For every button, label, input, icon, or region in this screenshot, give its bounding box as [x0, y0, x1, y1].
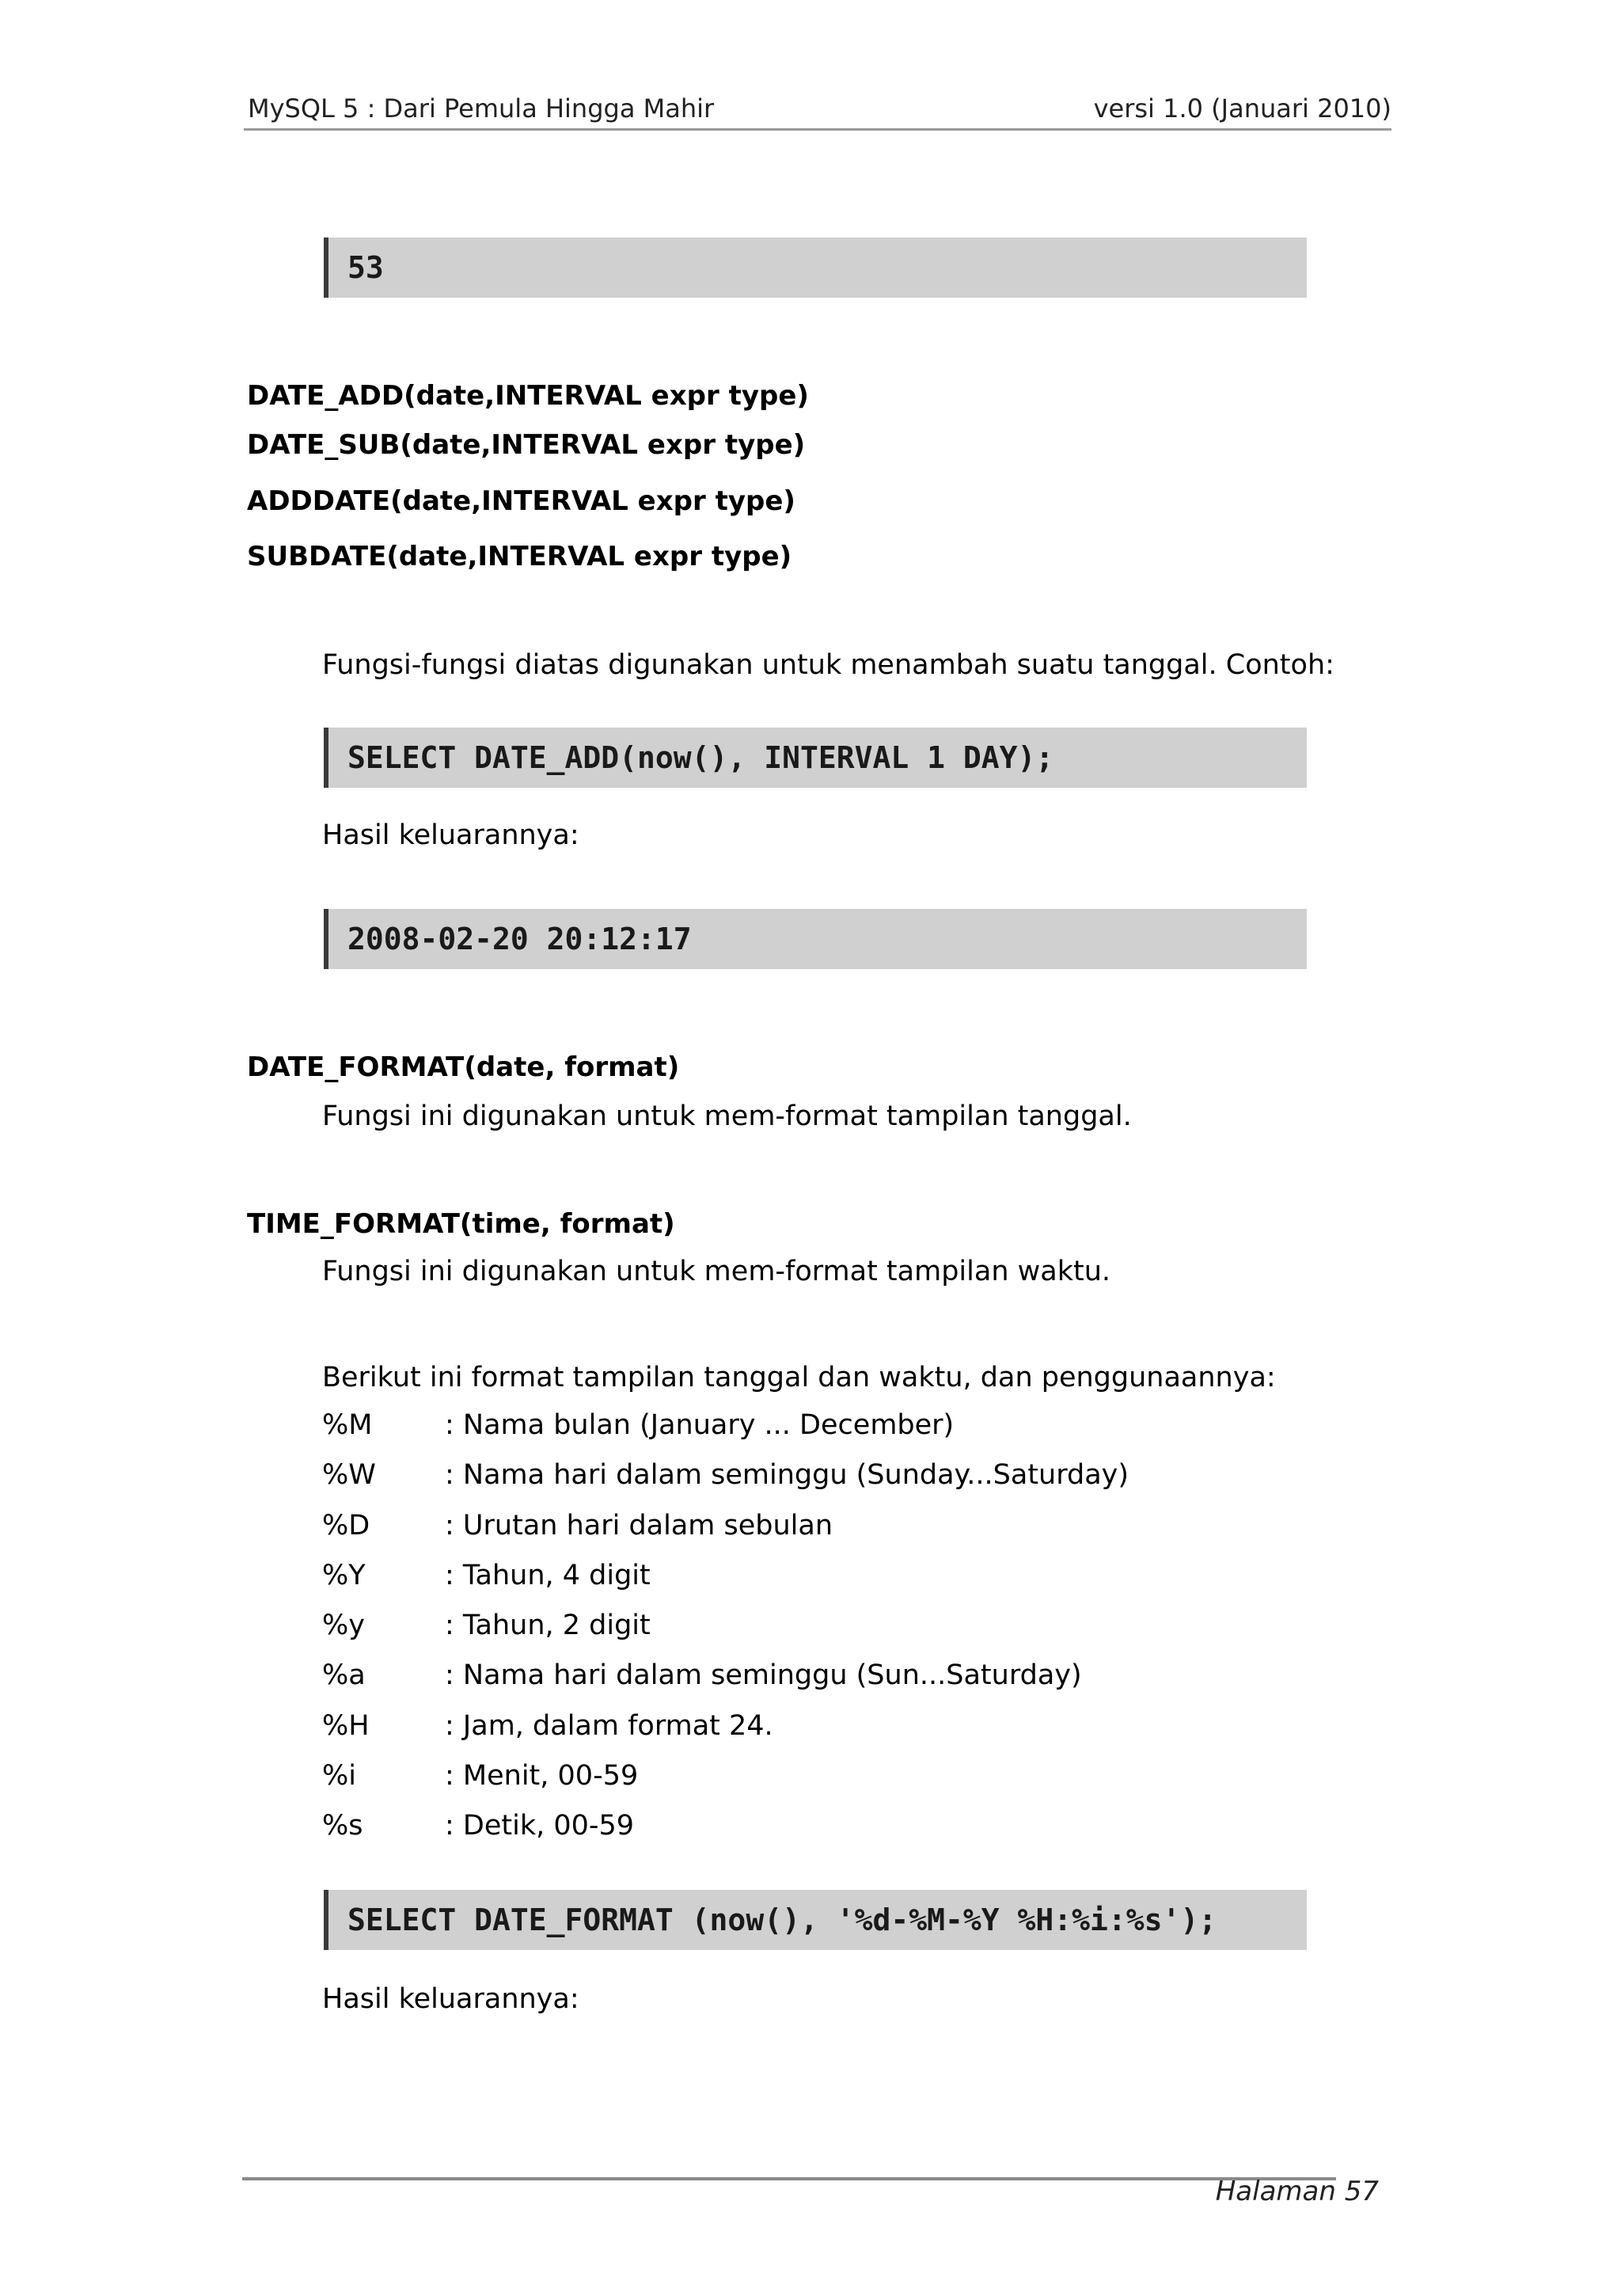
code-block: [324, 1890, 1307, 1950]
paragraph: Fungsi ini digunakan untuk mem-format tampilan waktu.: [322, 1256, 1110, 1287]
paragraph: Fungsi-fungsi diatas digunakan untuk menambah suatu tanggal. Contoh:: [322, 649, 1334, 681]
format-desc: : Menit, 00-59: [445, 1760, 639, 1792]
code-block: [324, 238, 1307, 298]
format-key: %Y: [322, 1560, 366, 1591]
format-desc: : Jam, dalam format 24.: [445, 1710, 773, 1742]
code-text: SELECT DATE_FORMAT (now(), '%d-%M-%Y %H:%i:%s');: [347, 1903, 1217, 1937]
running-header-title: MySQL 5 : Dari Pemula Hingga Mahir: [248, 93, 715, 124]
paragraph: Hasil keluarannya:: [322, 819, 579, 851]
format-desc: : Tahun, 4 digit: [445, 1560, 651, 1591]
running-header-version: versi 1.0 (Januari 2010): [1093, 93, 1391, 124]
format-key: %i: [322, 1760, 356, 1792]
function-signature: DATE_FORMAT(date, format): [247, 1051, 680, 1083]
format-key: %W: [322, 1459, 376, 1491]
code-block: [324, 909, 1307, 969]
function-signature: ADDDATE(date,INTERVAL expr type): [247, 485, 795, 517]
header-rule: [244, 128, 1391, 131]
format-desc: : Nama hari dalam seminggu (Sun...Saturday): [445, 1659, 1082, 1691]
footer-rule: [242, 2177, 1336, 2180]
format-key: %H: [322, 1710, 370, 1742]
paragraph: Berikut ini format tampilan tanggal dan waktu, dan penggunaannya:: [322, 1362, 1276, 1393]
code-block: [324, 728, 1307, 788]
format-desc: : Nama hari dalam seminggu (Sunday...Saturday): [445, 1459, 1129, 1491]
code-text: SELECT DATE_ADD(now(), INTERVAL 1 DAY);: [347, 740, 1054, 775]
paragraph: Fungsi ini digunakan untuk mem-format tampilan tanggal.: [322, 1100, 1132, 1132]
function-signature: TIME_FORMAT(time, format): [247, 1208, 675, 1240]
format-key: %a: [322, 1659, 366, 1691]
format-desc: : Detik, 00-59: [445, 1810, 635, 1842]
code-text: 2008-02-20 20:12:17: [347, 922, 692, 956]
format-key: %y: [322, 1610, 365, 1641]
format-desc: : Nama bulan (January ... December): [445, 1409, 955, 1441]
function-signature: SUBDATE(date,INTERVAL expr type): [247, 541, 792, 572]
paragraph: Hasil keluarannya:: [322, 1983, 579, 2015]
format-desc: : Tahun, 2 digit: [445, 1610, 651, 1641]
code-text: 53: [347, 250, 384, 285]
function-signature: DATE_SUB(date,INTERVAL expr type): [247, 429, 806, 461]
format-key: %M: [322, 1409, 373, 1441]
format-key: %s: [322, 1810, 363, 1842]
page-number: Halaman 57: [1215, 2176, 1379, 2207]
function-signature: DATE_ADD(date,INTERVAL expr type): [247, 380, 809, 412]
format-key: %D: [322, 1510, 370, 1541]
format-desc: : Urutan hari dalam sebulan: [445, 1510, 833, 1541]
